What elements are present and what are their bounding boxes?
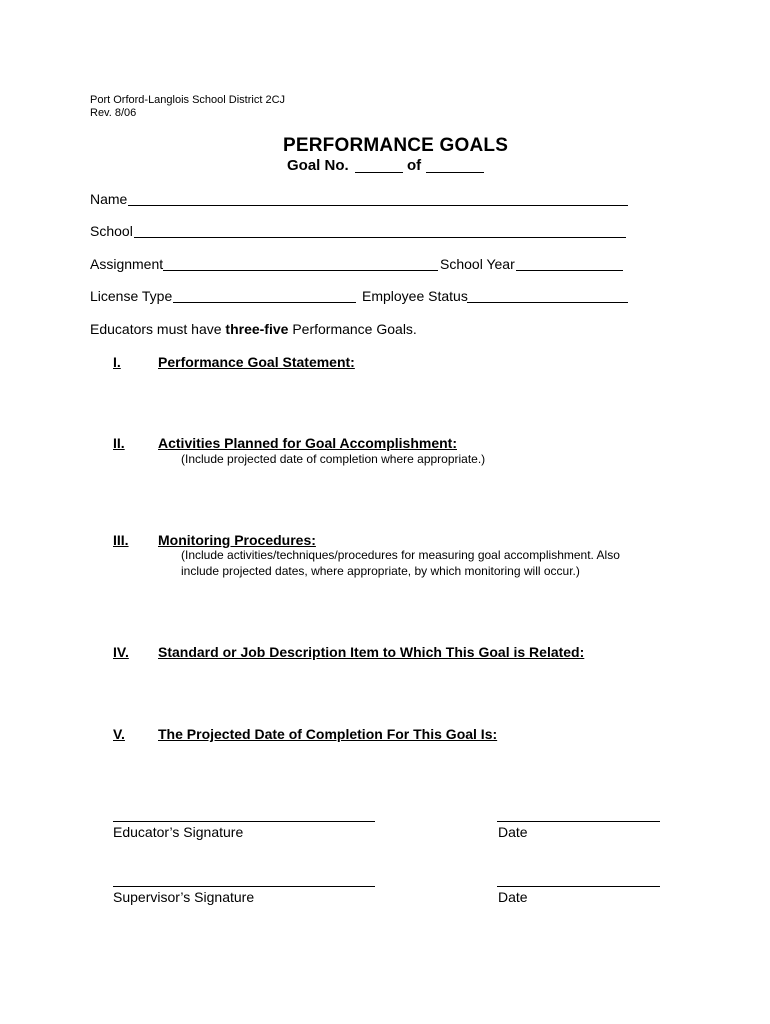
goal-total-field[interactable] [426,172,484,173]
educator-signature-label: Educator’s Signature [113,824,244,840]
license-type-label: License Type [90,288,173,304]
educator-signature-field[interactable] [113,821,375,822]
revision-date: Rev. 8/06 [90,107,137,119]
name-field[interactable] [128,205,628,206]
school-label: School [90,223,133,239]
school-year-label: School Year [440,256,515,272]
section-1-heading: Performance Goal Statement: [158,354,355,370]
section-2-heading: Activities Planned for Goal Accomplishment: [158,435,457,451]
school-year-field[interactable] [516,270,623,271]
assignment-label: Assignment [90,256,164,272]
instruction-bold: three-five [225,321,289,337]
section-1-numeral: I. [113,354,121,370]
school-field[interactable] [134,237,626,238]
section-3-note-line2: include projected dates, where appropriate, by which monitoring will occur.) [181,564,580,578]
assignment-field[interactable] [163,270,438,271]
educator-date-field[interactable] [497,821,660,822]
name-label: Name [90,191,128,207]
supervisor-date-field[interactable] [497,886,660,887]
employee-status-label: Employee Status [362,288,468,304]
employee-status-field[interactable] [467,302,628,303]
instruction-suffix: Performance Goals. [288,321,417,337]
supervisor-signature-field[interactable] [113,886,375,887]
instruction-prefix: Educators must have [90,321,226,337]
page-title: PERFORMANCE GOALS [283,135,509,156]
section-2-note: (Include projected date of completion where appropriate.) [181,452,486,466]
section-2-numeral: II. [113,435,125,451]
section-4-numeral: IV. [113,644,129,660]
section-3-note-line1: (Include activities/techniques/procedures for measuring goal accomplishment. Also [181,548,620,562]
section-4-heading: Standard or Job Description Item to Which This Goal is Related: [158,644,585,660]
section-5-numeral: V. [113,726,125,742]
supervisor-signature-label: Supervisor’s Signature [113,889,255,905]
goal-number-field[interactable] [355,172,403,173]
goal-number-row [287,157,349,174]
license-type-field[interactable] [173,302,356,303]
goal-no-label: Goal No. [287,157,349,174]
instruction-text [90,321,417,337]
district-name: Port Orford-Langlois School District 2CJ [90,94,286,106]
supervisor-date-label: Date [498,889,528,905]
section-5-heading: The Projected Date of Completion For This Goal Is: [158,726,498,742]
educator-date-label: Date [498,824,528,840]
section-3-heading: Monitoring Procedures: [158,532,316,548]
goal-of-label: of [407,157,422,174]
section-3-numeral: III. [113,532,129,548]
